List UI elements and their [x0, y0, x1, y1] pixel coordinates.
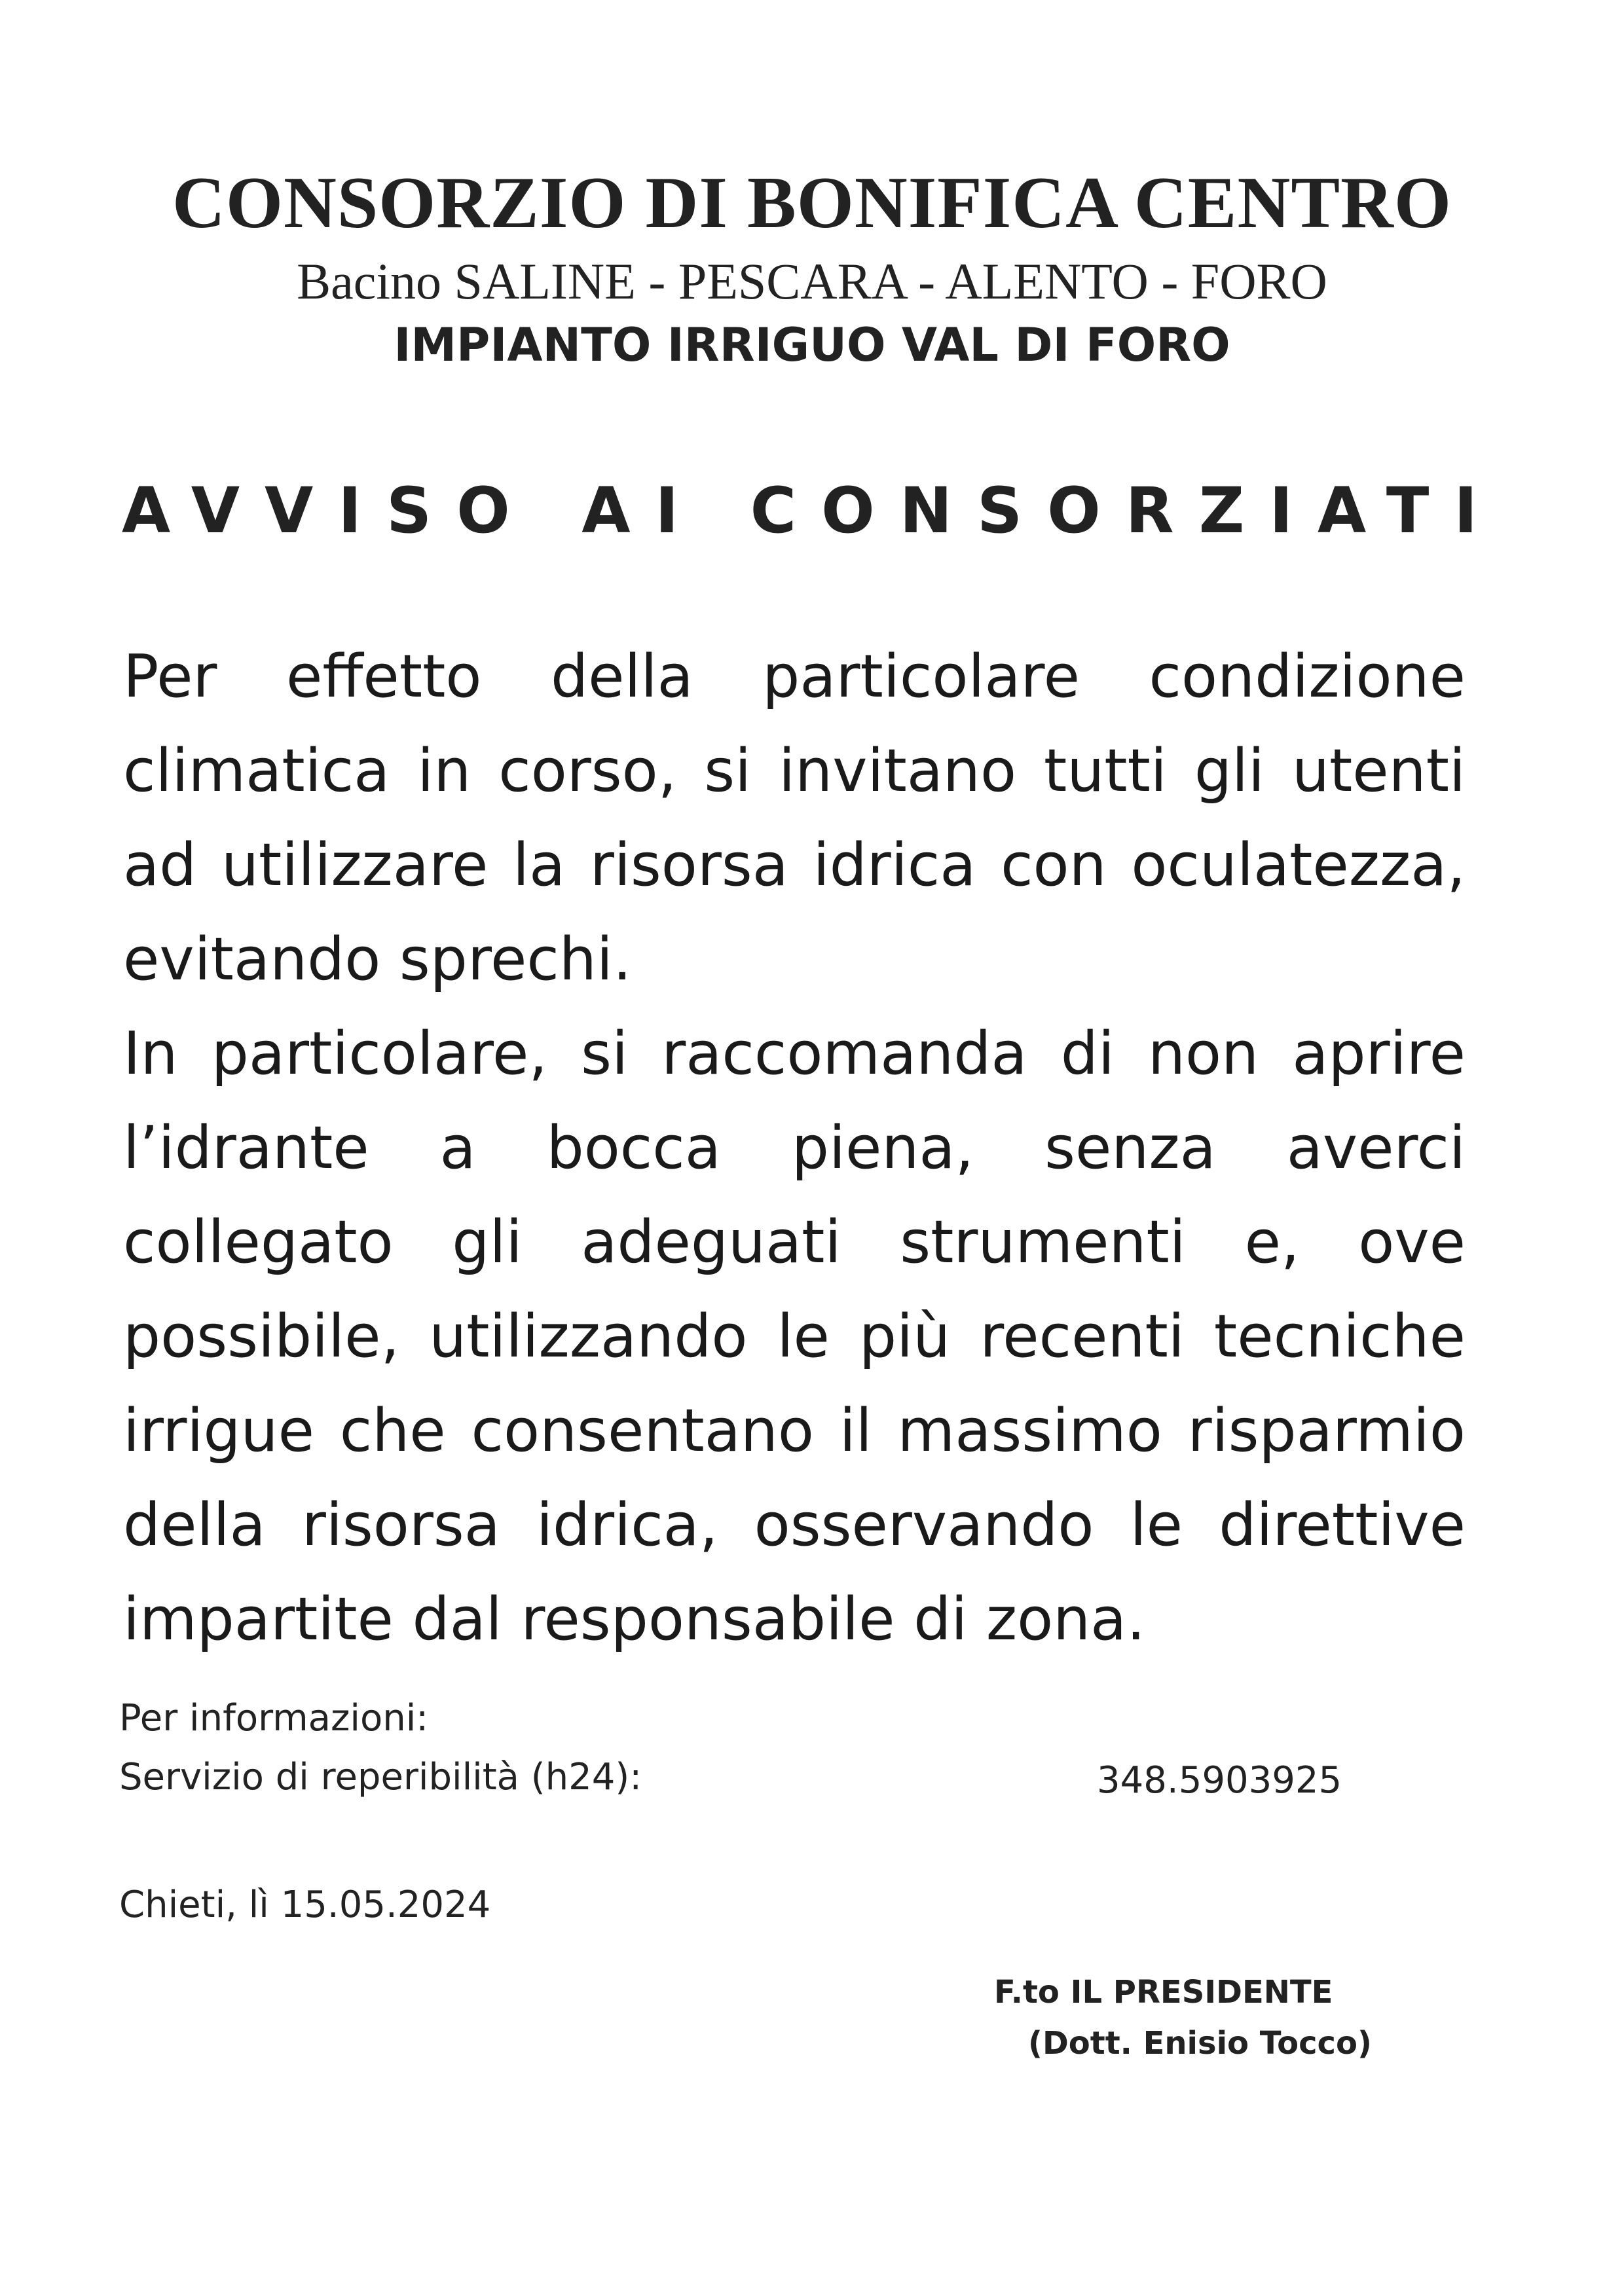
basin-subtitle: Bacino SALINE - PESCARA - ALENTO - FORO — [297, 253, 1327, 310]
place-date: Chieti, lì 15.05.2024 — [119, 1884, 491, 1926]
notice-title: AVVISO AI CONSORZIATI — [121, 474, 1503, 547]
service-label: Servizio di reperibilità (h24): — [119, 1756, 642, 1798]
plant-name: IMPIANTO IRRIGUO VAL DI FORO — [394, 318, 1230, 372]
phone-number: 348.5903925 — [1097, 1759, 1342, 1802]
notice-paragraph-2: In particolare, si raccomanda di non aprire l’idrante a bocca piena, senza averci collegato gli adeguati strumenti e, ove possibile, utilizzando le più recenti tecniche irrigue che consentano il massimo risparmio della risorsa idrica, osservando le direttive impartite dal responsabile di zona. — [123, 1019, 1466, 1654]
info-label: Per informazioni: — [119, 1697, 429, 1740]
signature-name: (Dott. Enisio Tocco) — [1028, 2025, 1372, 2062]
organization-name: CONSORZIO DI BONIFICA CENTRO — [172, 162, 1452, 244]
notice-paragraph-1: Per effetto della particolare condizione climatica in corso, si invitano tutti gli utenti ad utilizzare la risorsa idrica con oculatezza, evitando sprechi. — [123, 642, 1466, 994]
signature-title: F.to IL PRESIDENTE — [994, 1974, 1333, 2011]
